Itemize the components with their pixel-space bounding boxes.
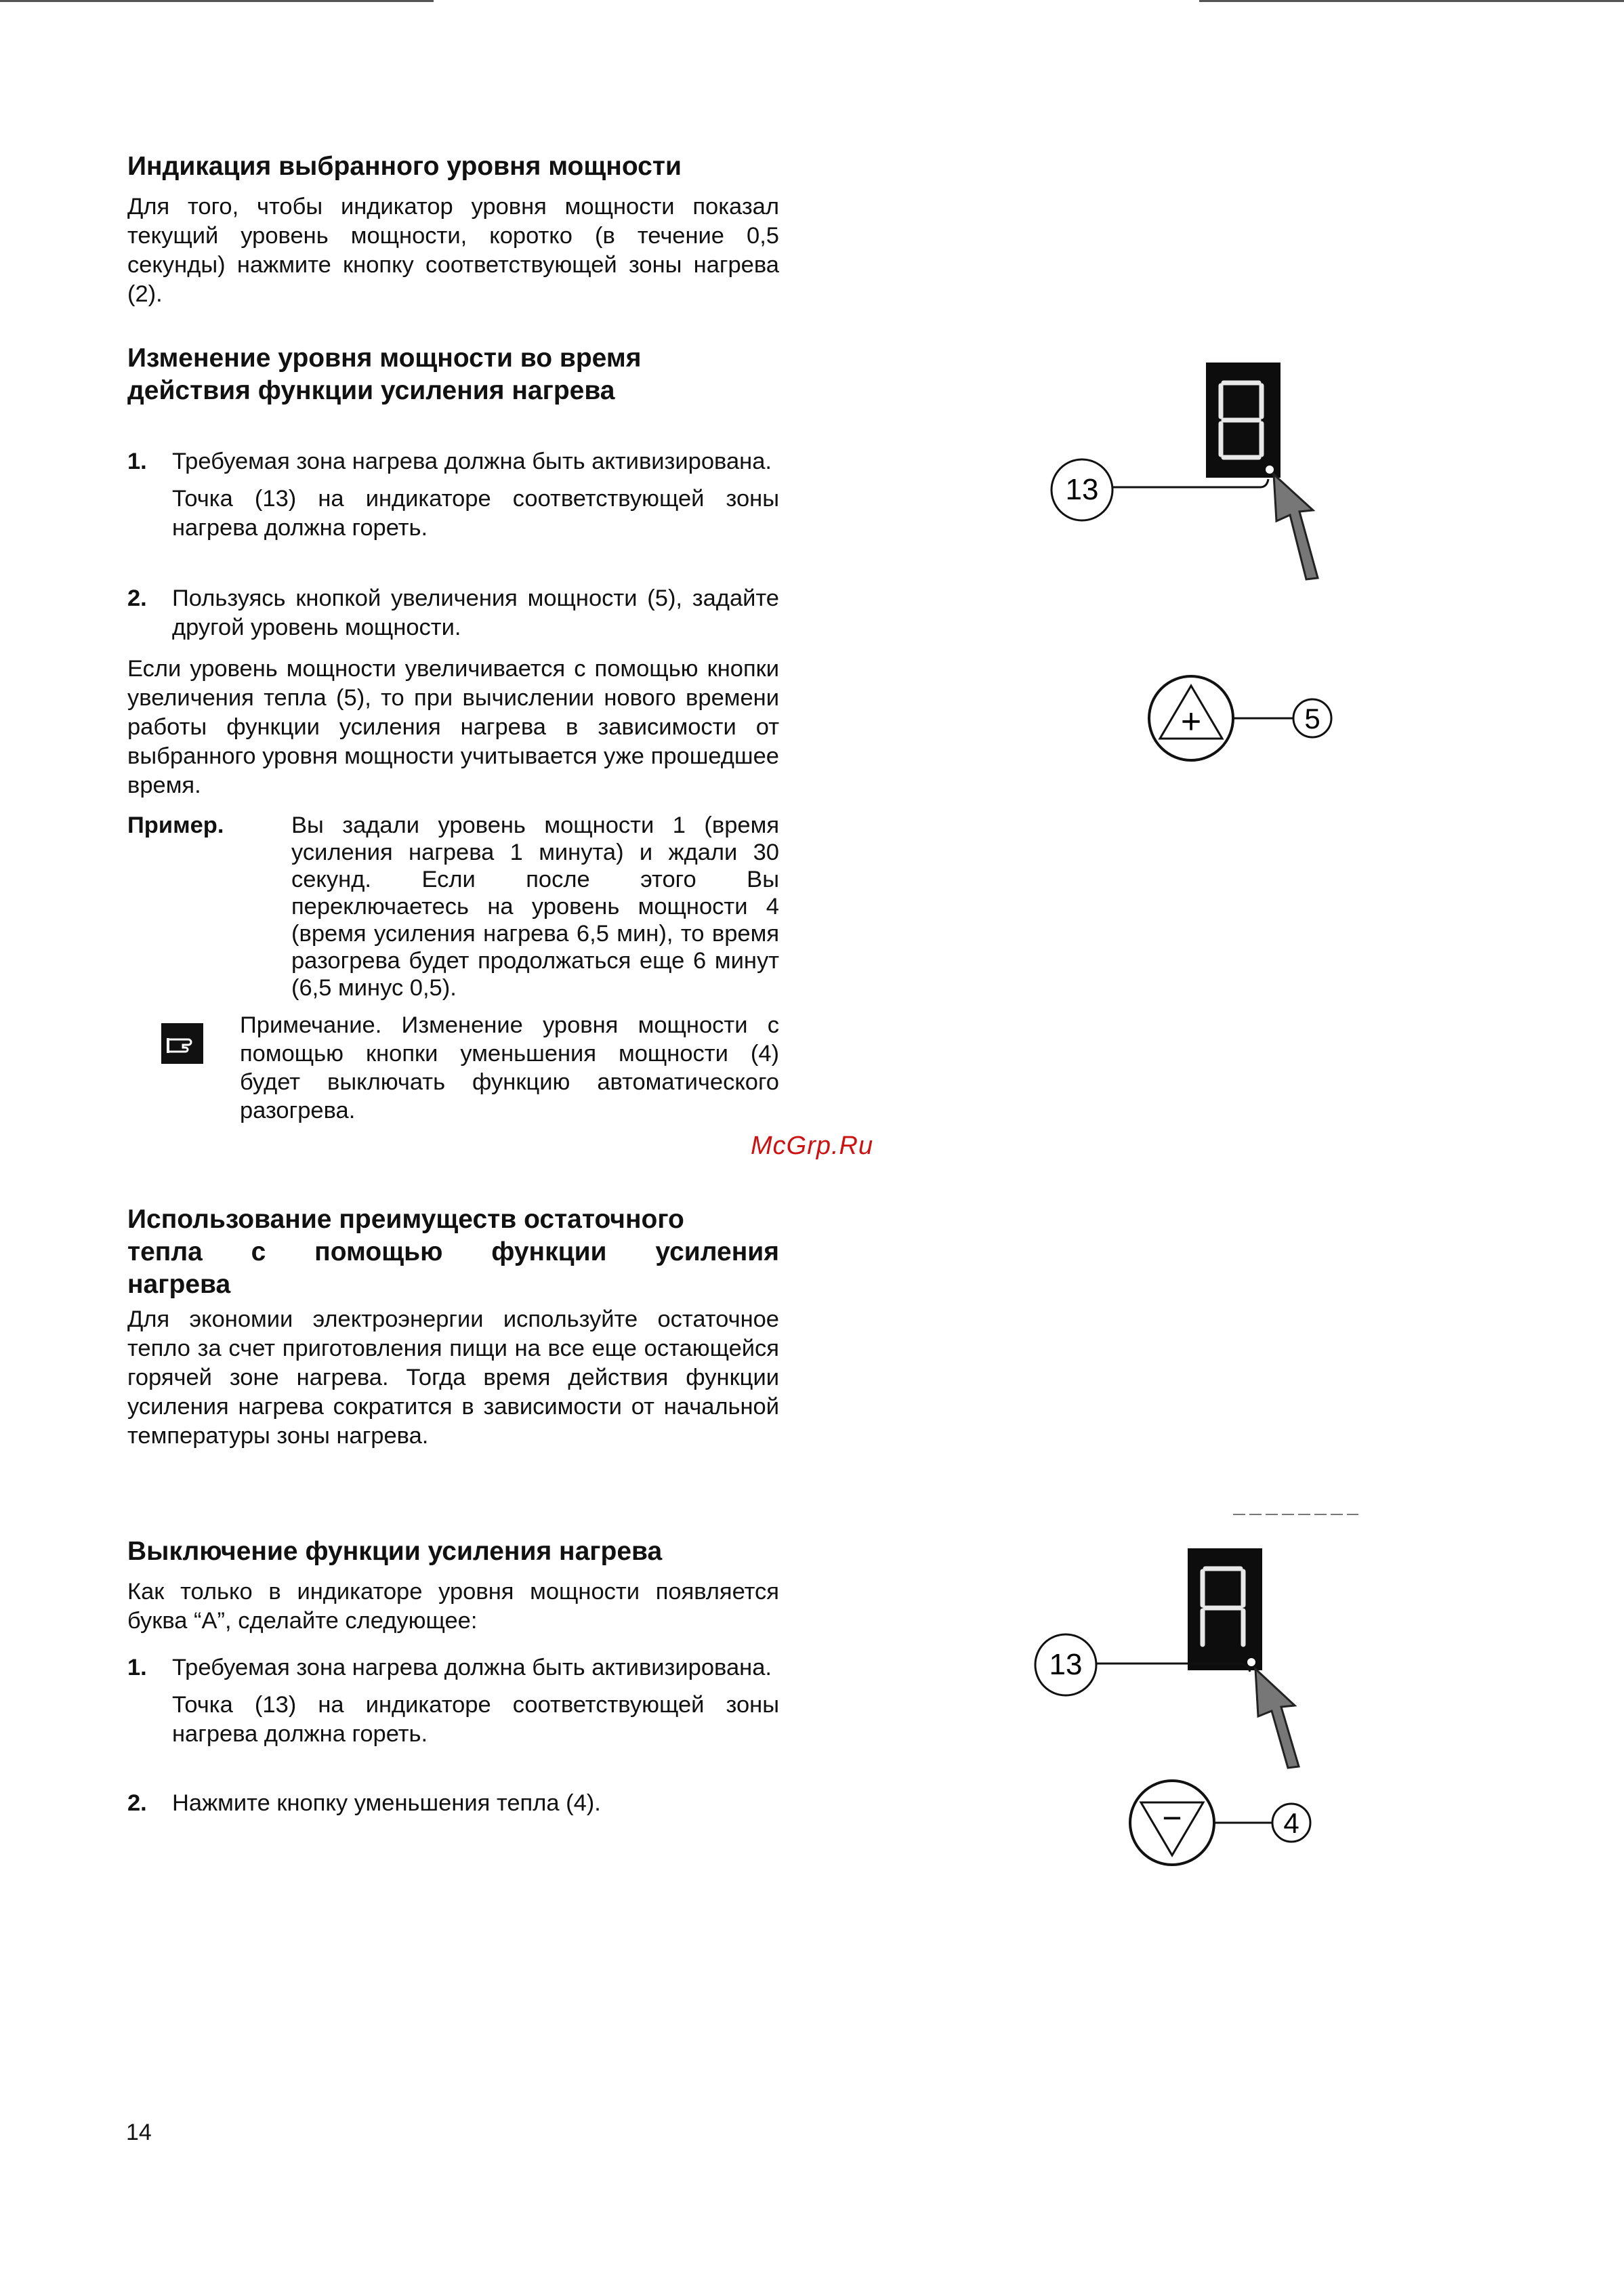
section-residual-heat	[127, 1203, 779, 1451]
body-paragraph: Как только в индикаторе уровня мощности появляется буква “A”, сделайте следующее:	[127, 1579, 779, 1634]
numbered-step	[127, 1653, 779, 1749]
scan-edge-line-right	[1199, 0, 1624, 2]
body-paragraph: Для экономии электроэнергии используйте остаточное тепло за счет приготовления пищи на все еще остающейся горячей зоне нагрева. Тогда время действия функции усиления нагрева сократится в зависимости от начальной температуры зоны нагрева.	[127, 1306, 779, 1449]
section-heading: Индикация выбранного уровня мощности	[127, 152, 682, 181]
figure-display-dot-13	[1043, 363, 1328, 586]
step-text: Требуемая зона нагрева должна быть активизирована.	[172, 1655, 772, 1680]
section-power-level-display	[127, 150, 779, 309]
figure-minus-button-4	[1125, 1774, 1328, 1876]
callout-number: 13	[1065, 473, 1099, 506]
body-paragraph: Для того, чтобы индикатор уровня мощности показал текущий уровень мощности, коротко (в течение 0,5 секунды) нажмите кнопку соответствующей зоны нагрева (2).	[127, 194, 779, 307]
figure-plus-button-5	[1145, 671, 1348, 766]
step-number: 2.	[127, 1790, 147, 1816]
example-text: Вы задали уровень мощности 1 (время усиления нагрева 1 минута) и ждали 30 секунд. Если после этого Вы переключаетесь на уровень мощности 4 (время усиления нагрева 6,5 мин), то время разогрева будет продолжаться еще 6 минут (6,5 минус 0,5).	[291, 812, 779, 1001]
callout-number: 5	[1304, 703, 1320, 735]
section-heading-line: нагрева	[127, 1270, 231, 1299]
arrow-icon	[1255, 1669, 1299, 1768]
numbered-step	[127, 447, 779, 543]
step-text: Нажмите кнопку уменьшения тепла (4).	[172, 1790, 601, 1816]
example-label: Пример.	[127, 812, 224, 838]
section-switch-off-boost	[127, 1535, 779, 1636]
section-change-level-heading	[127, 342, 779, 407]
pointing-hand-icon	[161, 1023, 203, 1064]
button-symbol: +	[1180, 702, 1202, 741]
step-text: Пользуясь кнопкой увеличения мощности (5), задайте другой уровень мощности.	[172, 585, 779, 640]
button-symbol: −	[1162, 1799, 1182, 1837]
step-subtext: Точка (13) на индикаторе соответствующей зоны нагрева должна гореть.	[172, 1692, 779, 1747]
example-block	[127, 812, 779, 1001]
callout-number: 4	[1283, 1807, 1299, 1839]
section-heading-line: Использование преимуществ остаточного	[127, 1205, 684, 1234]
callout-number: 13	[1049, 1648, 1083, 1681]
step-number: 2.	[127, 585, 147, 611]
section-heading-line: Изменение уровня мощности во время	[127, 344, 642, 373]
numbered-step	[127, 584, 779, 642]
scan-edge-line-left	[0, 0, 434, 2]
numbered-step	[127, 1789, 779, 1818]
page-number: 14	[126, 2120, 152, 2145]
section-heading-line: тепла с помощью функции усиления	[127, 1237, 779, 1266]
figure-display-a-13	[1026, 1514, 1325, 1772]
body-paragraph-block	[127, 655, 779, 800]
step-number: 1.	[127, 1655, 147, 1680]
note-block	[127, 1011, 779, 1125]
step-text: Требуемая зона нагрева должна быть активизирована.	[172, 449, 772, 474]
watermark: McGrp.Ru	[751, 1132, 874, 1160]
section-heading: Выключение функции усиления нагрева	[127, 1537, 663, 1566]
note-text: Примечание. Изменение уровня мощности с помощью кнопки уменьшения мощности (4) будет выключать функцию автоматического разогрева.	[240, 1012, 779, 1123]
arrow-icon	[1274, 474, 1318, 579]
step-number: 1.	[127, 449, 147, 474]
section-heading-line: действия функции усиления нагрева	[127, 376, 615, 405]
step-subtext: Точка (13) на индикаторе соответствующей зоны нагрева должна гореть.	[172, 486, 779, 541]
body-paragraph: Если уровень мощности увеличивается с помощью кнопки увеличения тепла (5), то при вычислении нового времени работы функции усиления нагрева в зависимости от выбранного уровня мощности учитывается уже прошедшее время.	[127, 656, 779, 798]
